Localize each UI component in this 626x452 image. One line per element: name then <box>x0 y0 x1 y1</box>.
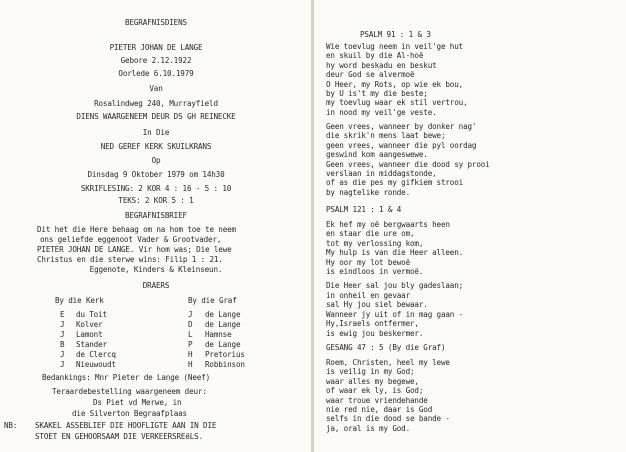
bearer-surname: de Lange <box>205 310 241 319</box>
hymn-line: selfs in die dood se bande - <box>326 414 450 424</box>
hymn-line: Ek hef my oë bergwaarts heen <box>326 220 450 229</box>
bearer-initial: J <box>60 350 65 359</box>
hymn-line: Wanneer jy uit of in mag gaan - <box>326 309 464 319</box>
hymn-line: tot my verlossing kom, <box>326 238 424 248</box>
sermon-text: TEKS: 2 KOR 5 : 1 <box>118 196 194 205</box>
hymn-line: waar troue vriendehande <box>326 395 428 405</box>
hymn-line: of waar ek ly, is God; <box>326 386 424 396</box>
bearer-surname: Kolver <box>76 320 103 329</box>
hymn-line: die skrik'n mens laat bewe; <box>326 131 446 141</box>
hymn-line: deur God se alvermoë <box>326 70 415 80</box>
bearer-initial: J <box>60 330 65 339</box>
hymn-line: Hy oor my lot bewoë <box>326 257 411 267</box>
bearer-initial: D <box>188 320 193 329</box>
hymn-line: Roem, Christen, heel my lewe <box>326 358 450 367</box>
hymn-line: My hulp is van die Heer alleen. <box>326 248 464 258</box>
hymn-line: by nagtelike ronde. <box>326 187 411 197</box>
bearer-initial: L <box>188 330 193 339</box>
bearer-surname: Lamont <box>76 330 103 339</box>
hymn-line: O Heer, my Rots, op wie ek bou, <box>326 79 464 89</box>
birth-date: Gebore 2.12.1922 <box>120 56 192 65</box>
hymn-line: Hy,Israels ontfermer, <box>326 319 419 329</box>
thanks-line: Bedankings: Mnr Pieter de Lange (Neef) <box>42 373 211 382</box>
death-date: Oorlede 6.10.1979 <box>118 69 194 78</box>
bearers-heading: DRAERS <box>142 281 170 290</box>
hymn-line: en staar die ure om, <box>326 229 415 239</box>
deceased-name: PIETER JOHAN DE LANGE <box>109 43 203 52</box>
burial-line: die Silverton Begraafplaas <box>72 409 187 418</box>
bearer-surname: Robbinson <box>205 360 245 369</box>
notice-line: PIETER JOHAN DE LANGE. Vir hom was; Die lewe <box>37 245 232 254</box>
op-label: Op <box>151 156 161 165</box>
bearer-surname: Stander <box>76 340 107 349</box>
bearer-surname: Nieuwoudt <box>76 360 116 369</box>
hymn-line: in onheil en gevaar <box>326 290 411 300</box>
hymn-line: geen vrees, wanneer die pyl oordag <box>326 140 477 150</box>
gesang-47-heading: GESANG 47 : 5 (By die Graf) <box>326 343 446 352</box>
home-address: Rosalindweg 240, Murrayfield <box>94 99 218 108</box>
bearer-surname: Hamnse <box>205 330 232 339</box>
hymn-line: is eindloos in vermoë. <box>326 267 424 276</box>
bearer-initial: B <box>60 340 65 349</box>
van-label: Van <box>149 84 163 93</box>
bearer-initial: H <box>188 360 193 369</box>
left-page <box>0 0 312 452</box>
notice-heading: BEGRAFNISBRIEF <box>125 211 187 220</box>
service-heading: BEGRAFNISDIENS <box>125 18 187 27</box>
in-die-label: In Die <box>142 128 170 137</box>
hymn-line: in nood my veil'ge veste. <box>326 107 437 117</box>
bearer-surname: de Lange <box>205 320 241 329</box>
nb-line: SKAKEL ASSEBLIEF DIE HOOFLIGTE AAN IN DIE <box>35 421 217 430</box>
bearer-initial: J <box>60 360 65 369</box>
by-church-heading: By die Kerk <box>55 296 104 305</box>
hymn-line: ja, oral is my God. <box>326 423 411 433</box>
notice-line: Christus en die sterwe wins: Filip 1 : 21. <box>37 255 223 264</box>
hymn-line: sal Hy jou siel bewaar. <box>326 300 428 310</box>
by-grave-heading: By die Graf <box>188 296 237 305</box>
hymn-line: by U is't my die beste; <box>326 89 428 98</box>
hymn-line: my toevlug waar ek stil vertrou, <box>326 98 468 108</box>
notice-line: ons geliefde eggenoot Vader & Grootvader, <box>40 235 222 244</box>
hymn-line: en skuil by die Al-hoë <box>326 51 424 61</box>
hymn-line: Wie toevlug neem in veil'ge hut <box>326 42 464 51</box>
burial-line: Ds Piet vd Merwe, in <box>93 398 182 407</box>
right-page <box>314 0 626 452</box>
bearer-initial: E <box>60 310 65 319</box>
hymn-line: Geen vrees, wanneer by donker nag' <box>326 122 477 131</box>
hymn-line: Geen vrees, wanneer die dood sy prooi <box>326 159 490 169</box>
hymn-line: waar alles my begewe, <box>326 376 419 386</box>
hymn-line: hy word beskadu en beskut <box>326 60 437 70</box>
hymn-line: geswind kom aangeswewe. <box>326 150 428 160</box>
hymn-line: nie red nie, daar is God <box>326 405 433 414</box>
psalm-121-heading: PSALM 121 : 1 & 4 <box>326 205 402 214</box>
hymn-line: verslaan in middagstonde, <box>326 169 437 178</box>
notice-line: Eggenote, Kinders & Kleinseun. <box>89 265 223 274</box>
hymn-line: is veilig in my God; <box>326 367 415 377</box>
bearer-surname: de Clercq <box>76 350 116 359</box>
hymn-line: of as die pes my gifkiem strooi <box>326 178 464 188</box>
bearer-initial: H <box>188 350 193 359</box>
scripture-reading: SKRIFLESING: 2 KOR 4 : 16 - 5 : 10 <box>80 184 232 193</box>
bearer-initial: J <box>60 320 65 329</box>
hymn-line: Die Heer sal jou bly gadeslaan; <box>326 281 464 290</box>
notice-line: Dit het die Here behaag om na hom toe te neem <box>37 225 236 234</box>
church-name: NED GEREF KERK SKUILKRANS <box>100 142 212 151</box>
hymn-line: is ewig jou beskermer. <box>326 329 424 338</box>
psalm-91-heading: PSALM 91 : 1 & 3 <box>360 30 431 39</box>
nb-line: STOET EN GEHOORSAAM DIE VERKEERSREëLS. <box>35 432 204 441</box>
bearer-surname: du Toit <box>76 310 107 319</box>
service-date-time: Dinsdag 9 Oktober 1979 om 14h30 <box>87 170 225 179</box>
officiant-line: DIENS WAARGENEEM DEUR DS GH REINECKE <box>76 112 236 121</box>
nb-label: NB: <box>4 421 18 430</box>
burial-line: Teraardebestelling waargeneem deur: <box>52 387 207 396</box>
bearer-initial: J <box>188 310 193 319</box>
bearer-surname: de Lange <box>205 340 241 349</box>
bearer-initial: P <box>188 340 193 349</box>
bearer-surname: Pretorius <box>205 350 245 359</box>
